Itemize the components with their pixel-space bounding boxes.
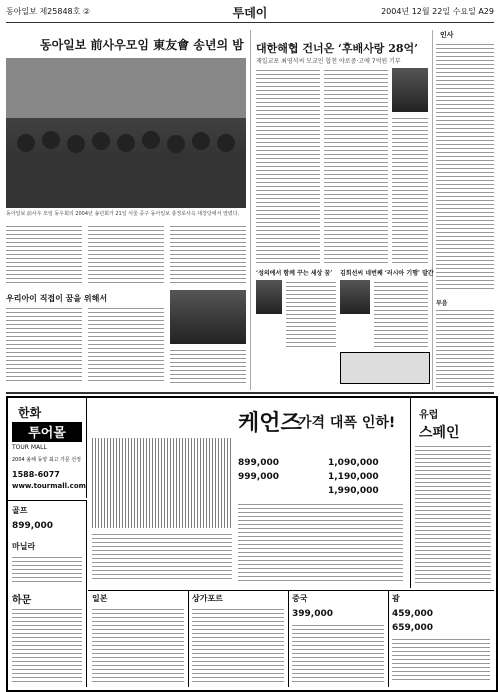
ad-section-rule <box>6 392 494 394</box>
story1-photo <box>6 58 246 208</box>
story1-caption: 동아일보 前사우 모임 동우회의 2004년 송년회가 21일 서울 중구 동아일보 충정로사옥 대강당에서 열렸다. <box>6 211 240 217</box>
ad-singapore <box>188 591 289 687</box>
story5-portrait <box>340 280 370 314</box>
cairns-sub: 가격 대폭 인하! <box>298 415 396 431</box>
ad-china <box>288 591 389 687</box>
story2-body-col1 <box>256 68 320 264</box>
ad-label-guam: 괌 <box>392 593 400 603</box>
cairns-title: 케언즈 <box>238 410 302 436</box>
price-8: 459,000 <box>392 609 433 619</box>
price-7: 399,000 <box>292 609 333 619</box>
story3-body-col3 <box>170 348 246 384</box>
header-rule <box>6 22 494 23</box>
story2-subhead: 재일교포 최영석씨 모교인 합천 야로중·고에 7억원 기부 <box>256 58 401 65</box>
small-ad-box <box>340 352 430 384</box>
price-3: 1,090,000 <box>328 458 379 468</box>
lower-ad-grid <box>88 590 494 687</box>
story1-headline: 동아일보 前사우모임 東友會 송년의 밤 <box>40 38 244 52</box>
cairns-ad <box>88 398 408 588</box>
price-5: 1,990,000 <box>328 486 379 496</box>
page-date: 2004년 12월 22일 수요일 A29 <box>381 7 494 16</box>
story5-headline: 김희선씨 네번째 ‘러시아 기행’ 발간 <box>340 270 434 277</box>
story4-headline: ‘성의에서 함께 꾸는 세상 꿈’ <box>256 270 333 277</box>
story1-body-col2 <box>88 224 164 286</box>
story3-body-col2 <box>88 306 164 384</box>
column-title: 인사 <box>440 30 454 39</box>
left-mini-text2 <box>12 607 82 683</box>
europe-title: 유럽 <box>419 410 439 421</box>
story3-photo <box>170 290 246 344</box>
cairns-schedule <box>92 532 232 582</box>
story1-body-col3 <box>170 224 246 286</box>
hanwha-promo: 2004 올해 동양 최고 가문 선정 <box>12 457 81 463</box>
right-column-divider <box>432 30 433 390</box>
hanwha-brand: 한화 <box>18 406 42 420</box>
story2-body-col3 <box>392 116 428 264</box>
guam-text <box>392 637 490 683</box>
story2-body-col2 <box>324 68 388 264</box>
story5-body <box>374 280 428 350</box>
ad-label-xiamen: 하문 <box>12 595 32 606</box>
europe-ad <box>410 398 495 588</box>
story4-body <box>286 280 336 350</box>
hanwha-phone: 1588-6077 <box>12 470 60 479</box>
obituary-label: 부음 <box>436 300 448 307</box>
left-mini-text1 <box>12 555 82 585</box>
europe-sub: 스페인 <box>419 425 460 441</box>
ad-label-manila: 마닐라 <box>12 541 36 551</box>
story2-headline: 대한해협 건너온 ‘후배사랑 28억’ <box>256 42 418 55</box>
story1-body-col1 <box>6 224 82 286</box>
ad-label-golf: 골프 <box>12 505 28 515</box>
story2-portrait <box>392 68 428 112</box>
china-text <box>292 623 384 683</box>
hanwha-sub: TOUR MALL <box>12 444 47 451</box>
ad-guam <box>388 591 494 687</box>
personnel-list <box>436 42 494 292</box>
obituary-list <box>436 308 494 388</box>
column-divider <box>250 30 251 390</box>
japan-text <box>92 607 184 683</box>
ad-label-china: 중국 <box>292 593 308 603</box>
ad-block <box>6 396 498 692</box>
ad-japan <box>88 591 189 687</box>
ad-label-japan: 일본 <box>92 593 108 603</box>
cairns-image <box>92 438 232 528</box>
price-4: 1,190,000 <box>328 472 379 482</box>
ad-label-singapore: 상가포르 <box>192 593 223 603</box>
paper-name: 동아일보 제25848호 ② <box>6 7 91 16</box>
hanwha-url: www.tourmall.com <box>12 482 86 490</box>
price-1: 899,000 <box>238 458 279 468</box>
group-photo <box>6 58 246 208</box>
page-header <box>0 0 500 22</box>
story3-headline: 우리아이 직접이 꿈을 위해서 <box>6 293 108 303</box>
left-mini-ads <box>8 500 87 687</box>
story3-body-col1 <box>6 306 82 384</box>
price-2: 999,000 <box>238 472 279 482</box>
europe-details <box>415 444 491 584</box>
price-9: 659,000 <box>392 623 433 633</box>
story4-portrait <box>256 280 282 314</box>
hanwha-title: 투어몰 <box>12 422 82 442</box>
price-6: 899,000 <box>12 521 53 531</box>
singapore-text <box>192 607 284 683</box>
section-title: 투데이 <box>232 6 268 20</box>
hanwha-ad <box>8 398 87 498</box>
cairns-details <box>238 502 403 582</box>
